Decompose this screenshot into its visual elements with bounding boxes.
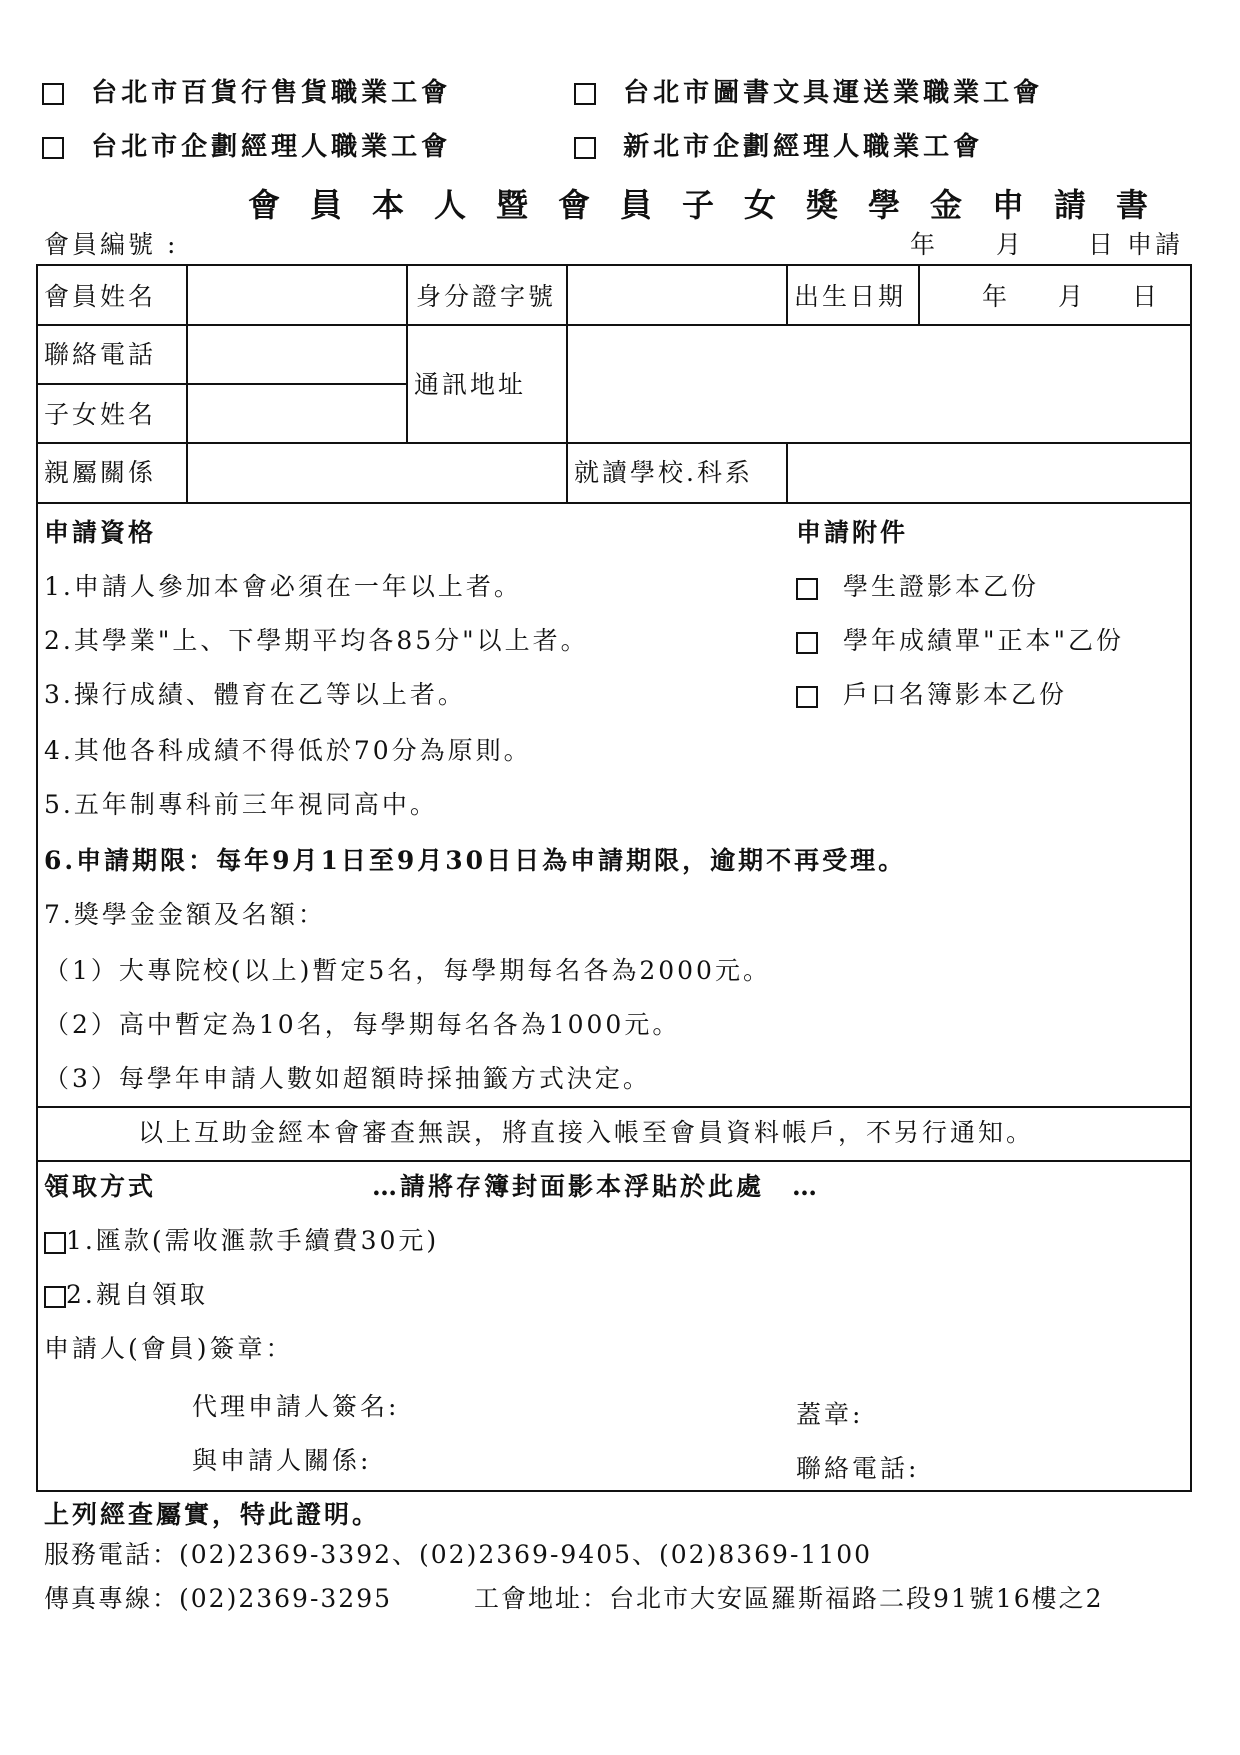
- member-name-field[interactable]: [190, 268, 404, 322]
- page-title: 會員本人暨會員子女獎學金申請書: [248, 186, 1179, 224]
- id-number-field[interactable]: [570, 268, 784, 322]
- relation-label: 親屬關係: [44, 458, 157, 487]
- review-notice: 以上互助金經本會審查無誤，將直接入帳至會員資料帳戶，不另行通知。: [138, 1118, 1035, 1147]
- school-label: 就讀學校.科系: [574, 458, 753, 487]
- qualification-item: 7.獎學金金額及名額：: [44, 900, 326, 929]
- union-checkbox-1[interactable]: [42, 83, 64, 105]
- birth-day-label: 日: [1132, 282, 1161, 311]
- remit-label: 1.匯款(需收滙款手續費30元): [66, 1226, 440, 1255]
- union-label-1: 台北市百貨行售貨職業工會: [91, 78, 452, 108]
- attachment-label-3: 戶口名簿影本乙份: [842, 680, 1067, 709]
- agent-signature-label: 代理申請人簽名:: [192, 1392, 400, 1421]
- attachment-option-1[interactable]: [796, 572, 1039, 602]
- id-number-label: 身分證字號: [416, 282, 557, 311]
- union-checkbox-2[interactable]: [574, 83, 596, 105]
- union-checkbox-4[interactable]: [574, 137, 596, 159]
- attachments-heading: 申請附件: [796, 518, 909, 547]
- relation-field[interactable]: [190, 446, 564, 500]
- attachment-checkbox-2[interactable]: [796, 632, 818, 654]
- phone-label: 聯絡電話: [44, 340, 157, 369]
- union-label-3: 台北市企劃經理人職業工會: [91, 132, 452, 162]
- member-name-label: 會員姓名: [44, 282, 157, 311]
- qualification-item-deadline: 6.申請期限：每年9月1日至9月30日日為申請期限，逾期不再受理。: [44, 846, 907, 875]
- service-phone: 服務電話：(02)2369-3392、(02)2369-9405、(02)8369-1100: [44, 1540, 873, 1569]
- member-number-label: 會員編號 :: [44, 230, 179, 259]
- seal-label: 蓋章:: [796, 1400, 864, 1429]
- applicant-signature-label: 申請人(會員)簽章：: [44, 1334, 294, 1363]
- child-name-label: 子女姓名: [44, 400, 157, 429]
- agent-phone-label: 聯絡電話:: [796, 1454, 920, 1483]
- receive-option-pickup[interactable]: [44, 1280, 208, 1310]
- remit-checkbox[interactable]: [44, 1232, 66, 1254]
- union-option-2[interactable]: [574, 72, 1043, 109]
- union-address: 工會地址：台北市大安區羅斯福路二段91號16樓之2: [474, 1584, 1104, 1613]
- birth-year-label: 年: [982, 282, 1011, 311]
- qualification-item: 3.操行成績、體育在乙等以上者。: [44, 680, 466, 709]
- fax-line: 傳真專線：(02)2369-3295: [44, 1584, 393, 1613]
- attachment-checkbox-3[interactable]: [796, 686, 818, 708]
- pickup-label: 2.親自領取: [66, 1280, 208, 1309]
- attachment-checkbox-1[interactable]: [796, 578, 818, 600]
- qualification-item: 4.其他各科成績不得低於70分為原則。: [44, 736, 532, 765]
- union-checkbox-3[interactable]: [42, 137, 64, 159]
- qualification-item: 1.申請人參加本會必須在一年以上者。: [44, 572, 522, 601]
- qualification-item: （2）高中暫定為10名，每學期每名各為1000元。: [44, 1010, 681, 1039]
- union-option-4[interactable]: [574, 126, 983, 163]
- address-label: 通訊地址: [414, 370, 527, 399]
- qualifications-heading: 申請資格: [44, 518, 157, 547]
- apply-year-label: 年: [910, 230, 939, 259]
- school-field[interactable]: [790, 446, 1188, 500]
- union-option-1[interactable]: [42, 72, 451, 109]
- child-name-field[interactable]: [190, 388, 404, 440]
- attachment-option-3[interactable]: [796, 680, 1067, 710]
- qualification-item: 2.其學業"上、下學期平均各85分"以上者。: [44, 626, 589, 655]
- certify-statement: 上列經查屬實，特此證明。: [44, 1500, 381, 1529]
- union-label-2: 台北市圖書文具運送業職業工會: [623, 78, 1044, 108]
- pickup-checkbox[interactable]: [44, 1286, 66, 1308]
- qualification-item: 5.五年制專科前三年視同高中。: [44, 790, 438, 819]
- union-option-3[interactable]: [42, 126, 451, 163]
- qualification-item: （3）每學年申請人數如超額時採抽籤方式決定。: [44, 1064, 651, 1093]
- birth-month-label: 月: [1058, 282, 1087, 311]
- attachment-label-2: 學年成績單"正本"乙份: [842, 626, 1124, 655]
- attachment-label-1: 學生證影本乙份: [842, 572, 1039, 601]
- agent-relation-label: 與申請人關係:: [192, 1446, 372, 1475]
- apply-month-label: 月: [996, 230, 1025, 259]
- receive-method-heading: 領取方式: [44, 1172, 157, 1201]
- attachment-option-2[interactable]: [796, 626, 1124, 656]
- birth-date-label: 出生日期: [794, 282, 907, 311]
- receive-option-remit[interactable]: [44, 1226, 439, 1256]
- apply-day-label: 日 申請: [1088, 230, 1183, 259]
- phone-field[interactable]: [190, 328, 404, 382]
- union-label-4: 新北市企劃經理人職業工會: [623, 132, 984, 162]
- address-field[interactable]: [570, 328, 1188, 440]
- passbook-note: …請將存簿封面影本浮貼於此處 …: [372, 1172, 821, 1201]
- qualification-item: （1）大專院校(以上)暫定5名，每學期每名各為2000元。: [44, 956, 771, 985]
